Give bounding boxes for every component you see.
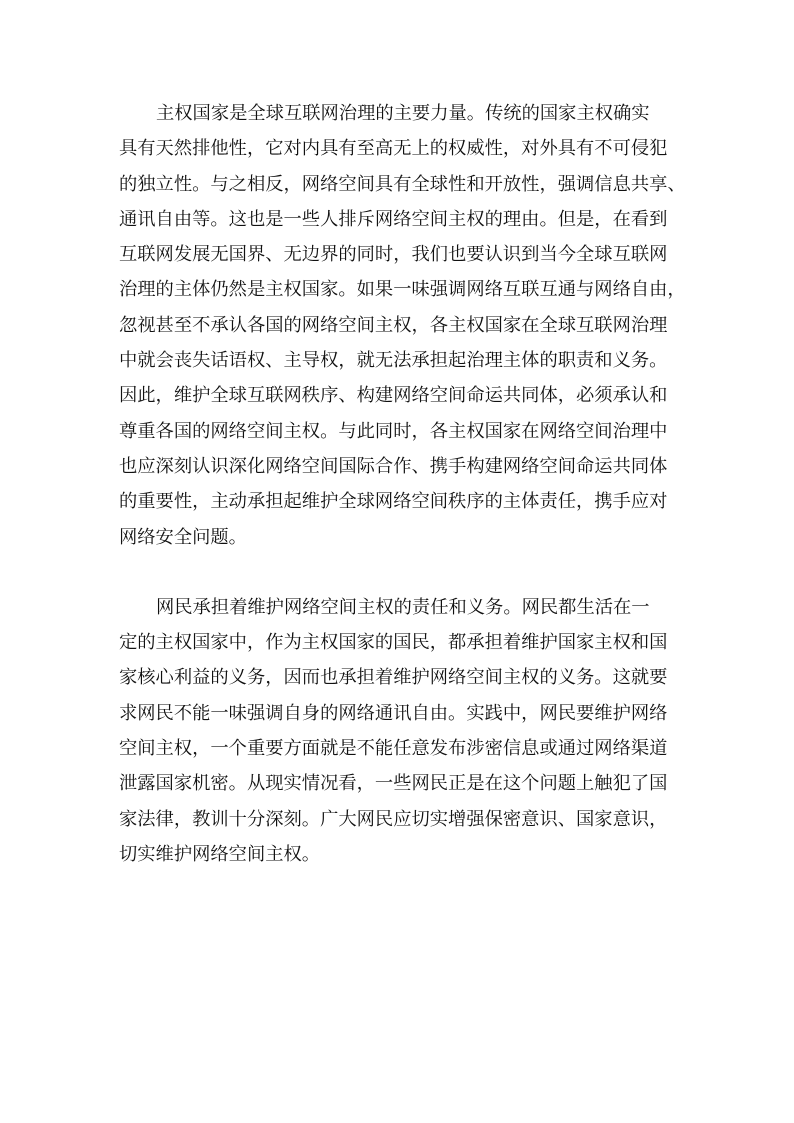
text-line: 通讯自由等。这也是一些人排斥网络空间主权的理由。但是，在看到 [119,208,668,230]
text-line: 互联网发展无国界、无边界的同时，我们也要认识到当今全球互联网 [119,244,668,266]
document-body [119,96,686,872]
paragraph-spacer [119,555,679,590]
text-line: 网络安全问题。 [119,526,247,548]
text-line: 具有天然排他性，它对内具有至高无上的权威性，对外具有不可侵犯 [119,138,668,160]
paragraph-2 [119,590,679,872]
paragraph-1 [119,96,686,555]
text-line: 空间主权，一个重要方面就是不能任意发布涉密信息或通过网络渠道 [119,738,668,760]
text-line: 切实维护网络空间主权。 [119,843,321,865]
text-line: 治理的主体仍然是主权国家。如果一味强调网络互联互通与网络自由， [119,279,686,301]
text-line: 中就会丧失话语权、主导权，就无法承担起治理主体的职责和义务。 [119,350,668,372]
text-line: 泄露国家机密。从现实情况看，一些网民正是在这个问题上触犯了国 [119,773,668,795]
text-line: 尊重各国的网络空间主权。与此同时，各主权国家在网络空间治理中 [119,420,668,442]
text-line: 家法律，教训十分深刻。广大网民应切实增强保密意识、国家意识， [119,808,668,830]
text-line: 定的主权国家中，作为主权国家的国民，都承担着维护国家主权和国 [119,632,668,654]
text-line: 家核心利益的义务，因而也承担着维护网络空间主权的义务。这就要 [119,667,668,689]
text-line: 网民承担着维护网络空间主权的责任和义务。网民都生活在一 [156,596,650,618]
text-line: 因此，维护全球互联网秩序、构建网络空间命运共同体，必须承认和 [119,385,668,407]
text-line: 求网民不能一味强调自身的网络通讯自由。实践中，网民要维护网络 [119,702,668,724]
text-line: 忽视甚至不承认各国的网络空间主权，各主权国家在全球互联网治理 [119,314,668,336]
text-line: 主权国家是全球互联网治理的主要力量。传统的国家主权确实 [156,103,650,124]
text-line: 的重要性，主动承担起维护全球网络空间秩序的主体责任，携手应对 [119,491,668,513]
text-line: 的独立性。与之相反，网络空间具有全球性和开放性，强调信息共享、 [119,173,686,195]
text-line: 也应深刻认识深化网络空间国际合作、携手构建网络空间命运共同体 [119,455,668,477]
